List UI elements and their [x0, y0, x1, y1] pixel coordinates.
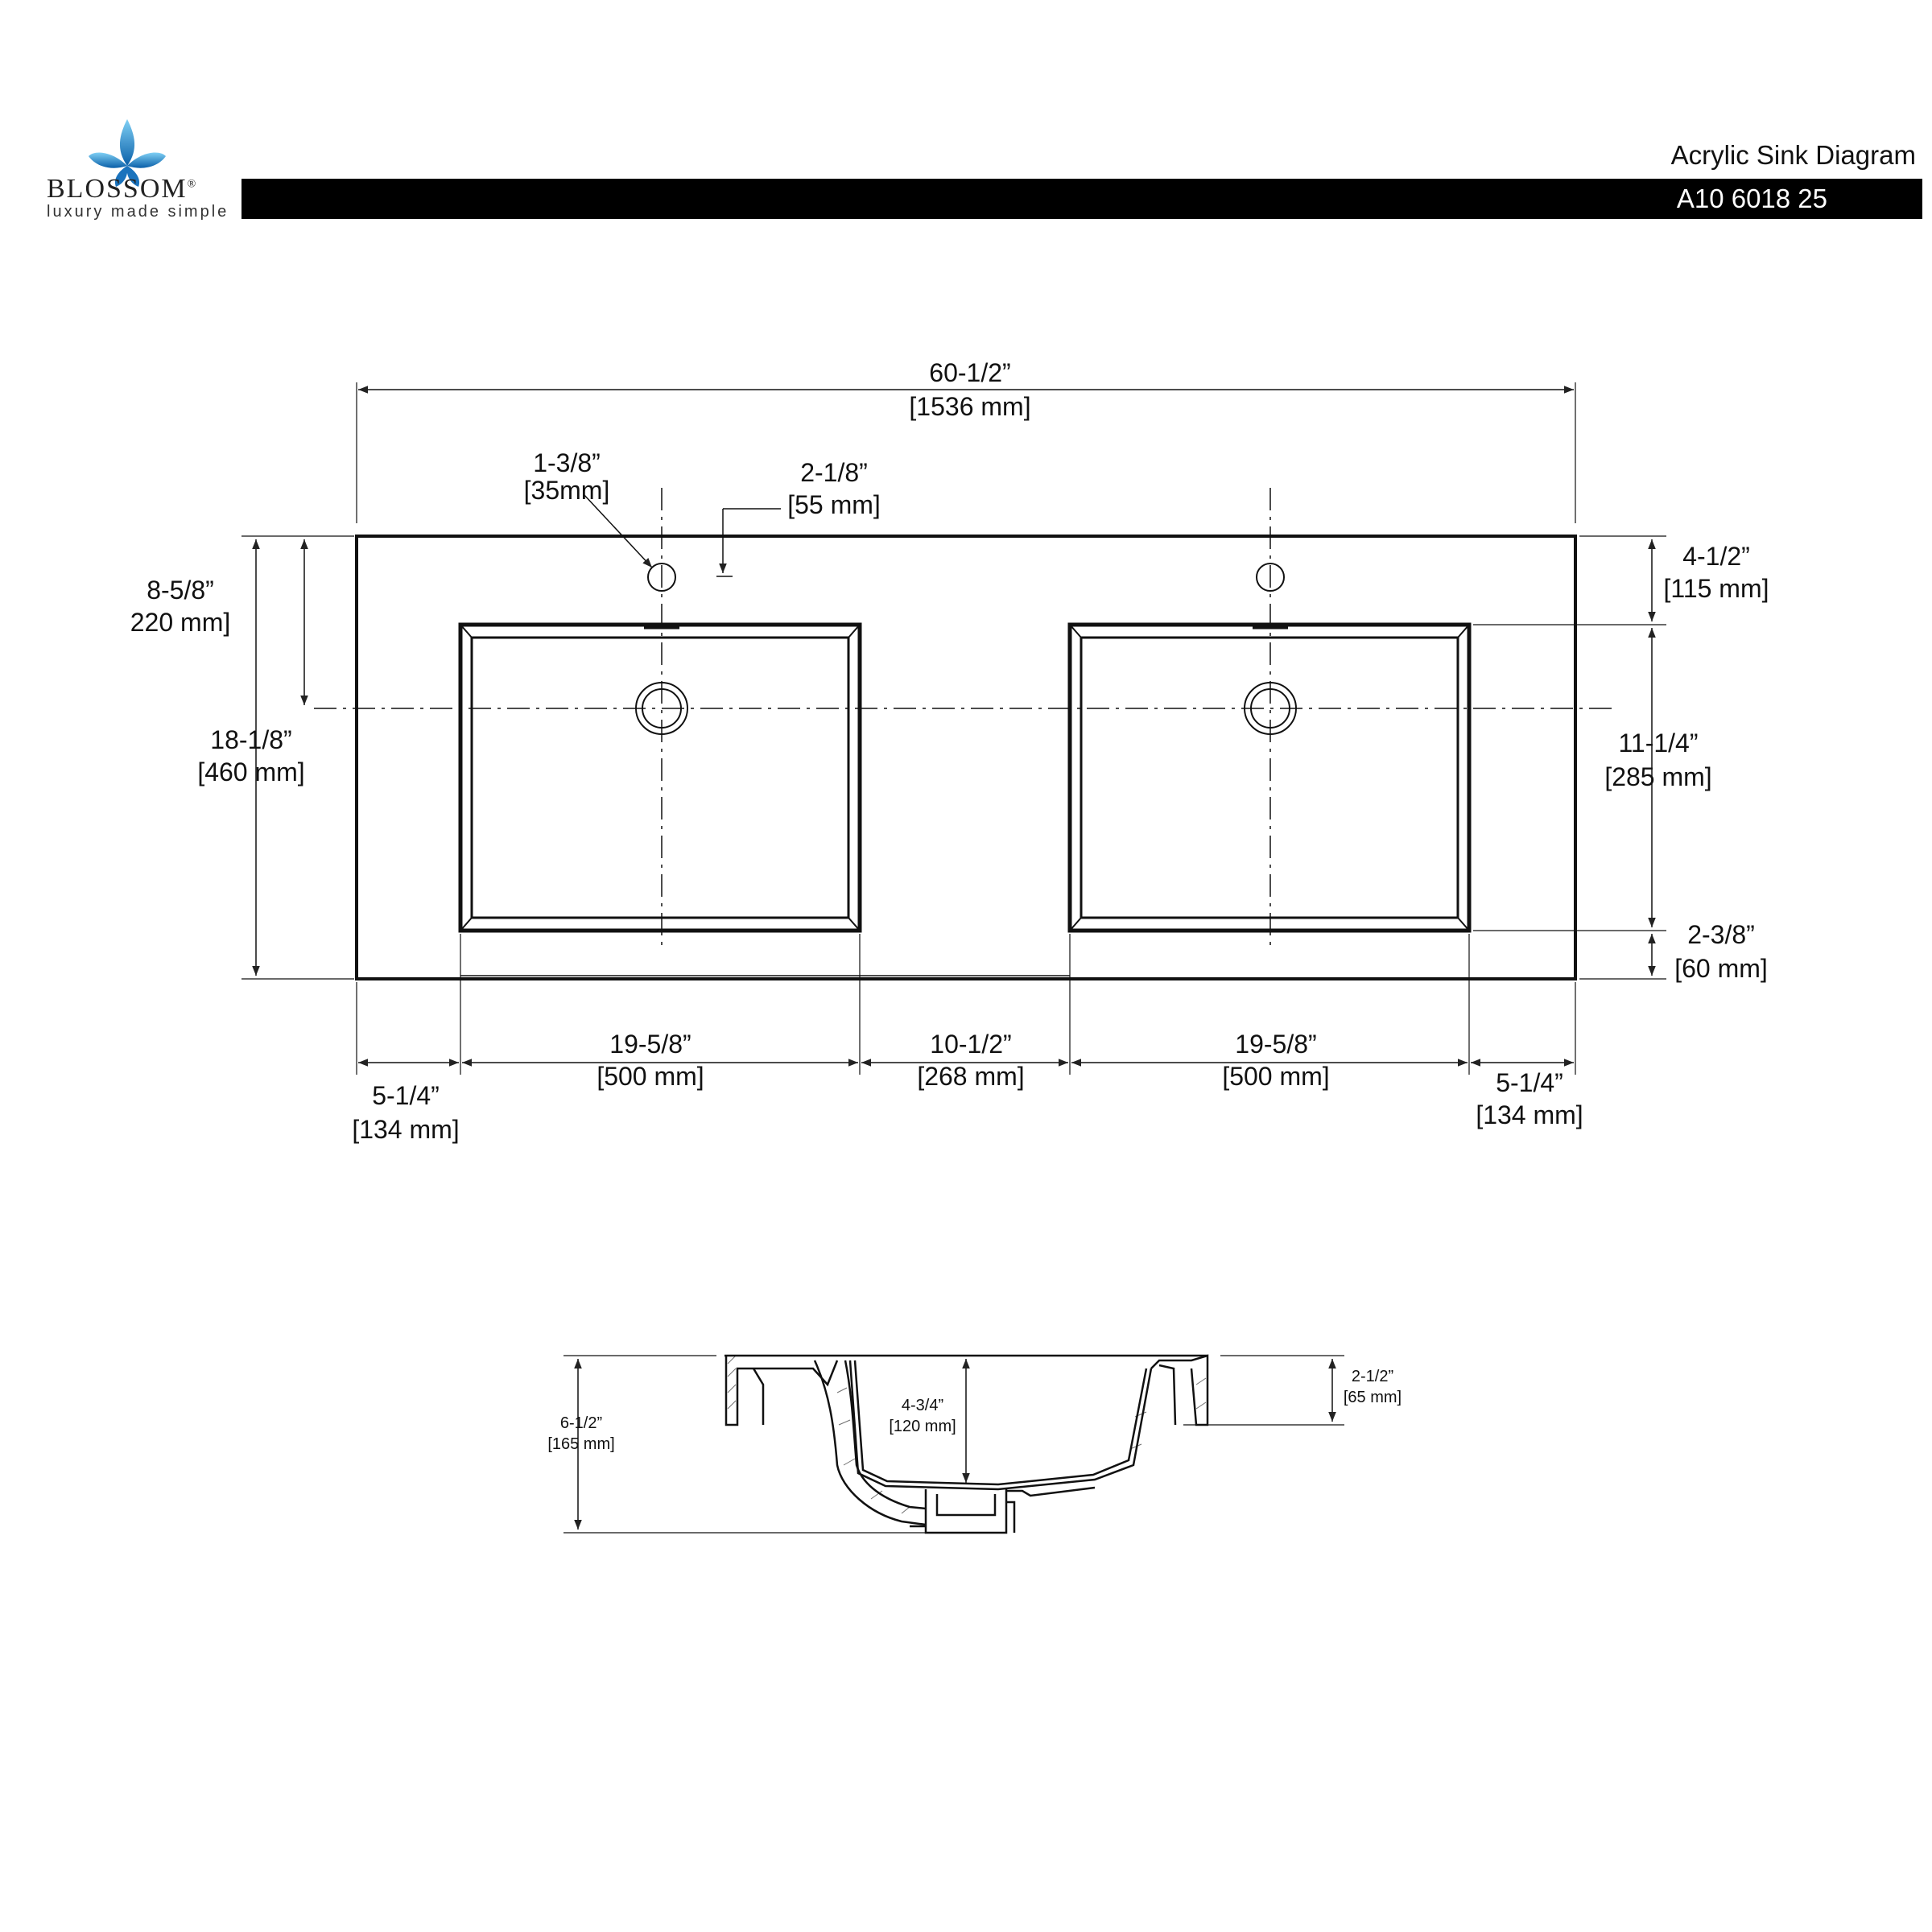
right-basin-width-mm: [500 mm]: [1222, 1062, 1330, 1091]
right-basin-width-in: 19-5/8”: [1235, 1030, 1317, 1059]
between-basins-in: 10-1/2”: [930, 1030, 1012, 1059]
between-basins-mm: [268 mm]: [917, 1062, 1025, 1091]
right-basin-inner: [1081, 638, 1458, 918]
right-edge-margin-mm: [134 mm]: [1476, 1100, 1583, 1129]
overall-height-mm: [165 mm]: [547, 1435, 615, 1453]
top-view-labels: [130, 358, 1769, 1144]
left-edge-margin-in: 5-1/4”: [372, 1081, 440, 1110]
faucet-hole-offset-mm: [55 mm]: [787, 490, 881, 519]
left-basin-outer: [460, 625, 860, 931]
left-deck-lip: [726, 1356, 837, 1425]
back-to-basin-mm: [115 mm]: [1663, 574, 1769, 603]
overall-height-in: 6-1/2”: [559, 1414, 603, 1432]
overall-width-mm: [1536 mm]: [909, 392, 1031, 421]
left-basin-width-mm: [500 mm]: [597, 1062, 704, 1091]
left-bowl-wall: [815, 1360, 926, 1525]
deck-height-mm: [65 mm]: [1343, 1389, 1402, 1406]
faucet-hole-offset-in: 2-1/8”: [800, 458, 868, 487]
countertop-outline: [357, 536, 1575, 979]
left-basin: [460, 564, 860, 931]
brand-name: BLOSSOM®: [47, 174, 198, 204]
top-view: [242, 382, 1666, 1075]
basin-to-front-in: 2-3/8”: [1687, 920, 1755, 949]
drain-offset-in: 8-5/8”: [147, 576, 214, 605]
bowl-depth-mm: [120 mm]: [889, 1418, 956, 1435]
back-to-basin-in: 4-1/2”: [1682, 542, 1750, 571]
model-number: A10 6018 25: [1676, 184, 1827, 213]
basin-to-front-mm: [60 mm]: [1674, 954, 1768, 983]
deck-height-in: 2-1/2”: [1351, 1368, 1394, 1385]
brand-tagline: luxury made simple: [47, 203, 229, 221]
drain-offset-mm: 220 mm]: [130, 608, 231, 637]
document-title: Acrylic Sink Diagram: [1670, 140, 1916, 170]
overall-width-in: 60-1/2”: [929, 358, 1011, 387]
basin-depth-mm: [285 mm]: [1604, 762, 1712, 791]
right-basin: [1070, 564, 1469, 931]
faucet-hole-diameter-in: 1-3/8”: [533, 448, 601, 477]
right-edge-margin-in: 5-1/4”: [1496, 1068, 1563, 1097]
left-edge-margin-mm: [134 mm]: [352, 1115, 460, 1144]
overall-depth-in: 18-1/8”: [210, 725, 292, 754]
right-basin-outer: [1070, 625, 1469, 931]
left-basin-inner: [472, 638, 848, 918]
faucet-hole-diameter-mm: [35mm]: [523, 476, 610, 505]
bowl-depth-in: 4-3/4”: [901, 1397, 944, 1414]
section-view-labels: [547, 1368, 1402, 1453]
section-view: [564, 1356, 1344, 1533]
left-basin-width-in: 19-5/8”: [609, 1030, 691, 1059]
basin-depth-in: 11-1/4”: [1618, 729, 1699, 758]
overall-depth-mm: [460 mm]: [197, 758, 305, 786]
